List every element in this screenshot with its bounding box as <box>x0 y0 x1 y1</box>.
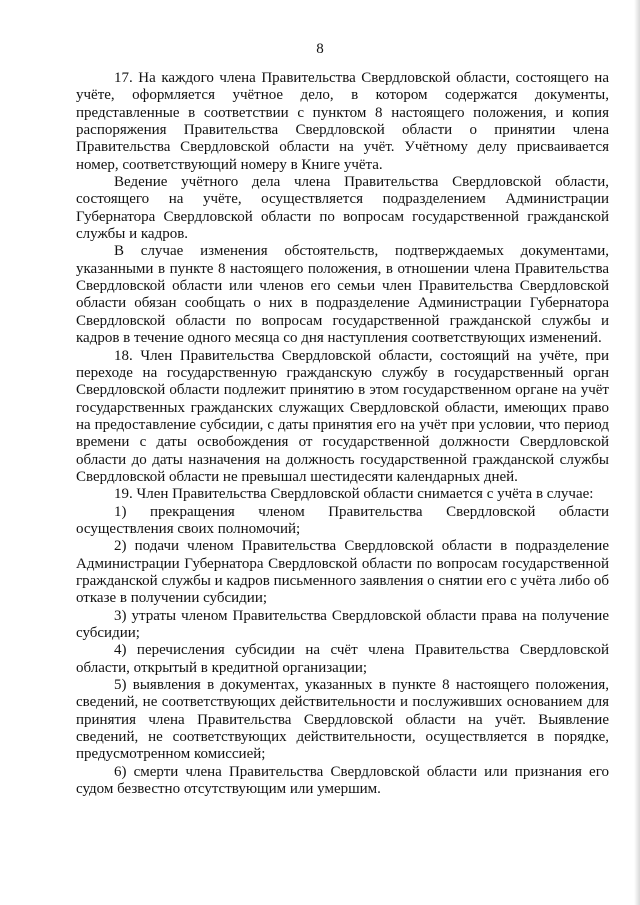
paragraph-18: 18. Член Правительства Свердловской области, состоящий на учёте, при переходе на государственную гражданскую службу в государственный орган Свердловской области подлежит принятию в этом государственном органе на учёт государственных гражданских служащих Свердловской области, имеющих право на предоставление субсидии, с даты принятия его на учёт при условии, что период времени с даты освобождения от государственной должности Свердловской области до даты назначения на должность государственной гражданской службы Свердловской области не превышал шестидесяти календарных дней. <box>76 347 609 485</box>
list-item-4: 4) перечисления субсидии на счёт члена Правительства Свердловской области, открытый в кредитной организации; <box>76 642 609 676</box>
list-item-2: 2) подачи членом Правительства Свердловской области в подразделение Администрации Губернатора Свердловской области по вопросам государственной гражданской службы и кадров письменного заявления о снятии его с учёта либо об отказе в получении субсидии; <box>76 538 609 607</box>
list-item-3: 3) утраты членом Правительства Свердловской области права на получение субсидии; <box>76 607 609 641</box>
paragraph-19: 19. Член Правительства Свердловской области снимается с учёта в случае: <box>114 486 594 503</box>
paragraph-17: 17. На каждого члена Правительства Свердловской области, состоящего на учёте, оформляется учётное дело, в котором содержатся документы, представленные в соответствии с пунктом 8 настоящего положения, и копия распоряжения Правительства Свердловской области о принятии члена Правительства Свердловской области на учёт. Учётному делу присваивается номер, соответствующий номеру в Книге учёта. <box>76 70 609 173</box>
scan-edge-shadow <box>634 0 640 905</box>
list-item-1: 1) прекращения членом Правительства Свердловской области осуществления своих полномочий; <box>76 503 609 537</box>
document-body <box>76 70 609 798</box>
list-item-6: 6) смерти члена Правительства Свердловской области или признания его судом безвестно отсутствующим или умершим. <box>76 763 609 798</box>
page-number: 8 <box>316 41 324 57</box>
paragraph-17-changes: В случае изменения обстоятельств, подтверждаемых документами, указанными в пункте 8 настоящего положения, в отношении члена Правительства Свердловской области или членов его семьи член Правительства Свердловской области обязан сообщать о них в подразделение Администрации Губернатора Свердловской области по вопросам государственной гражданской службы и кадров в течение одного месяца со дня наступления соответствующих изменений. <box>76 243 609 347</box>
list-item-5: 5) выявления в документах, указанных в пункте 8 настоящего положения, сведений, не соответствующих действительности и послуживших основанием для принятия члена Правительства Свердловской области на учёт. Выявление сведений, не соответствующих действительности, осуществляется в порядке, предусмотренном комиссией; <box>76 677 609 763</box>
paragraph-17-record-keeping: Ведение учётного дела члена Правительства Свердловской области, состоящего на учёте, осуществляется подразделением Администрации Губернатора Свердловской области по вопросам государственной гражданской службы и кадров. <box>76 174 609 243</box>
